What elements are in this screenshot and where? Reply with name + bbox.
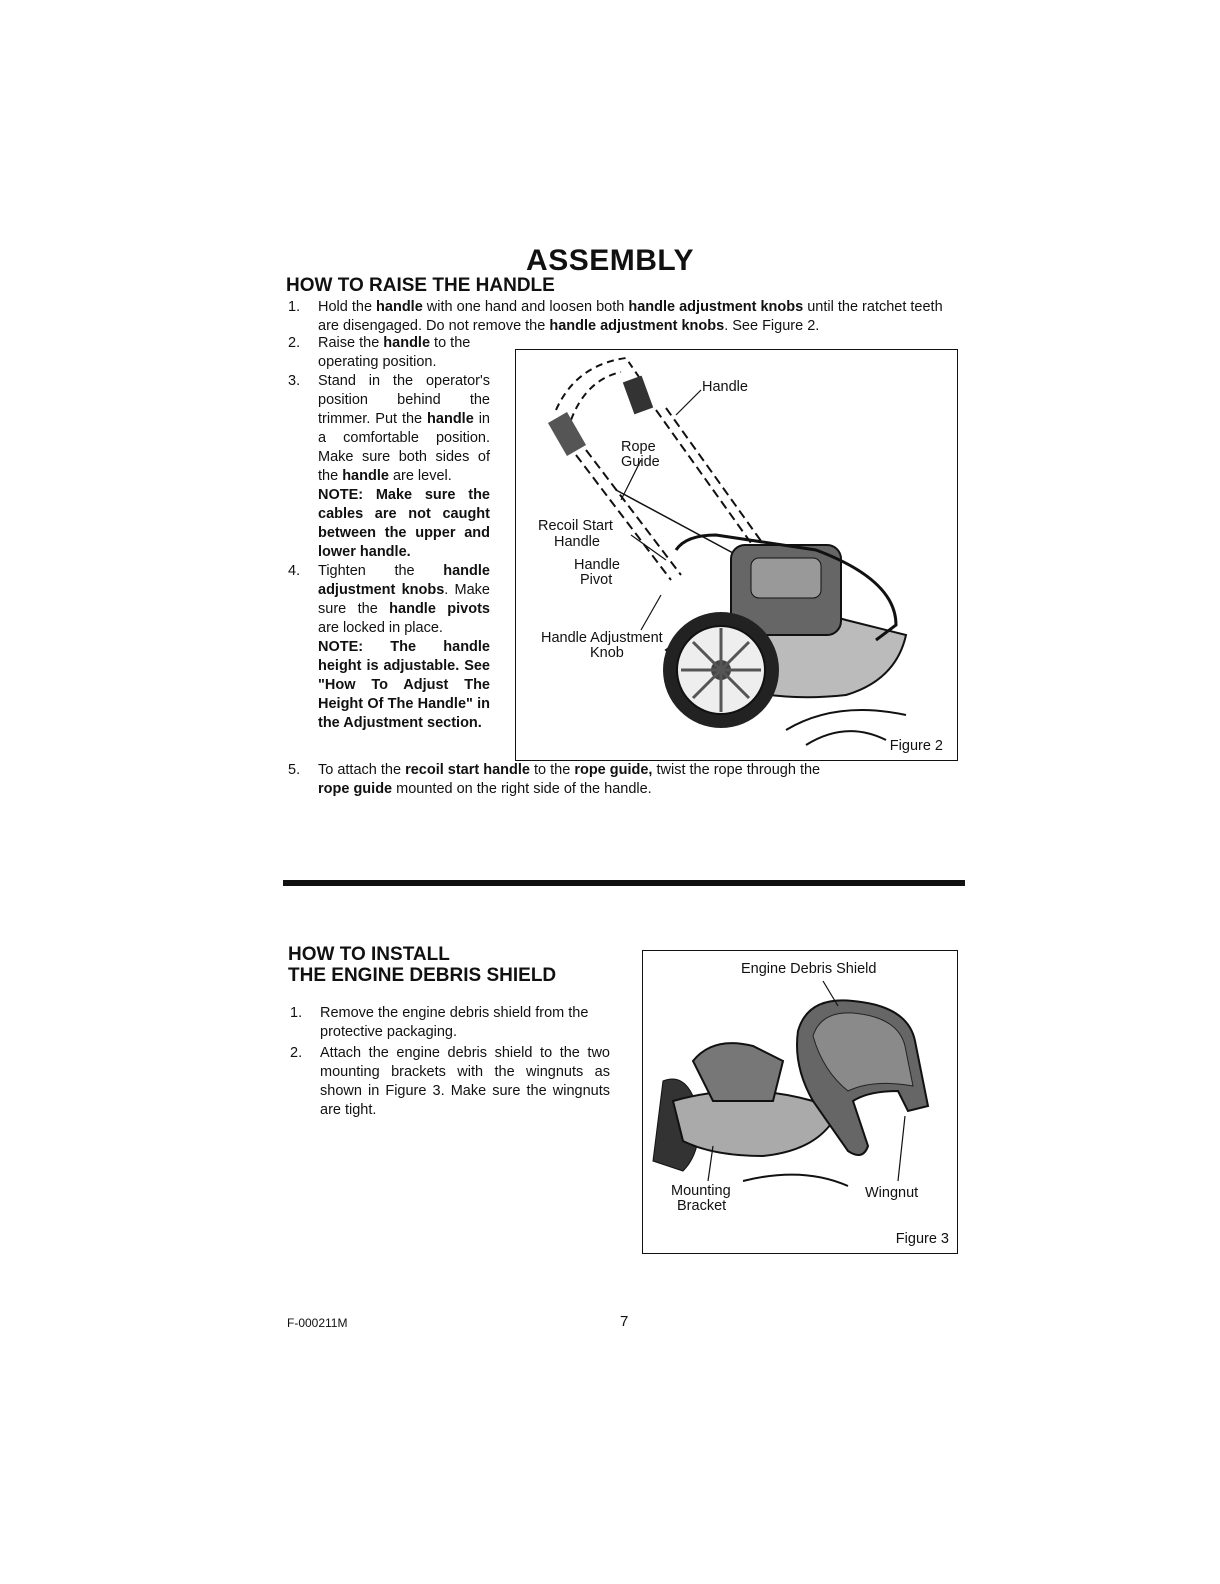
note-cables: NOTE: Make sure the cables are not caught between the upper and lower handle. — [318, 487, 490, 560]
figure-2 — [515, 349, 958, 761]
label-rope-guide-2: Guide — [621, 454, 660, 470]
figure-2-caption: Figure 2 — [889, 738, 943, 754]
label-recoil-1: Recoil Start — [538, 518, 613, 534]
label-bracket: Bracket — [677, 1198, 727, 1214]
label-mounting: Mounting — [671, 1183, 731, 1199]
step-5: 5. To attach the recoil start handle to the rope guide, twist the rope through the rope guide mounted on the right side of the handle. — [288, 762, 821, 797]
shield-steps — [290, 1004, 610, 1120]
section-heading-raise-handle: HOW TO RAISE THE HANDLE — [286, 275, 555, 296]
step-number: 1. — [288, 299, 301, 315]
section-heading-install-shield-1: HOW TO INSTALL — [288, 944, 450, 965]
document-code: F-000211M — [287, 1316, 348, 1330]
label-pivot-1: Handle — [574, 557, 620, 573]
note-height: NOTE: The handle height is adjustable. See "How To Adjust The Height Of The Handle" in the Adjustment section. — [318, 639, 490, 731]
steps-column — [288, 334, 490, 733]
label-wingnut: Wingnut — [865, 1185, 919, 1201]
label-recoil-2: Handle — [554, 534, 600, 550]
label-engine-debris-shield: Engine Debris Shield — [741, 961, 877, 977]
step-3: 3. Stand in the operator's position behind the trimmer. Put the handle in a comfortable position. Make sure both sides of the handle are level. NOTE: Make sure the cables are not caught between the upper and lower handle. — [288, 373, 490, 560]
label-knob-2: Knob — [590, 645, 624, 661]
section-divider — [283, 880, 965, 886]
label-handle: Handle — [702, 379, 748, 395]
page-number: 7 — [620, 1313, 629, 1330]
label-knob-1: Handle Adjustment — [541, 630, 663, 646]
step-2: 2. Raise the handle to the operating position. — [288, 335, 471, 370]
shield-step-1: 1. Remove the engine debris shield from the protective packaging. — [290, 1005, 589, 1040]
step-4: 4. Tighten the handle adjustment knobs. Make sure the handle pivots are locked in place. NOTE: The handle height is adjustable. See "How To Adjust The Height Of The Handle" in the Adjustment section. — [288, 563, 490, 731]
figure-3 — [642, 950, 958, 1254]
label-pivot-2: Pivot — [580, 572, 613, 588]
page-title: ASSEMBLY — [526, 244, 694, 277]
shield-step-2: 2. Attach the engine debris shield to the two mounting brackets with the wingnuts as shown in Figure 3. Make sure the wingnuts are tight. — [290, 1045, 610, 1118]
step-1: 1. Hold the handle with one hand and loosen both handle adjustment knobs until the ratchet teeth are disengaged. Do not remove the handle adjustment knobs. See Figure 2. — [288, 299, 943, 334]
trimmer-illustration — [516, 350, 957, 760]
label-rope-guide-1: Rope — [621, 439, 656, 455]
figure-3-caption: Figure 3 — [895, 1231, 949, 1247]
section-heading-install-shield-2: THE ENGINE DEBRIS SHIELD — [288, 965, 557, 986]
